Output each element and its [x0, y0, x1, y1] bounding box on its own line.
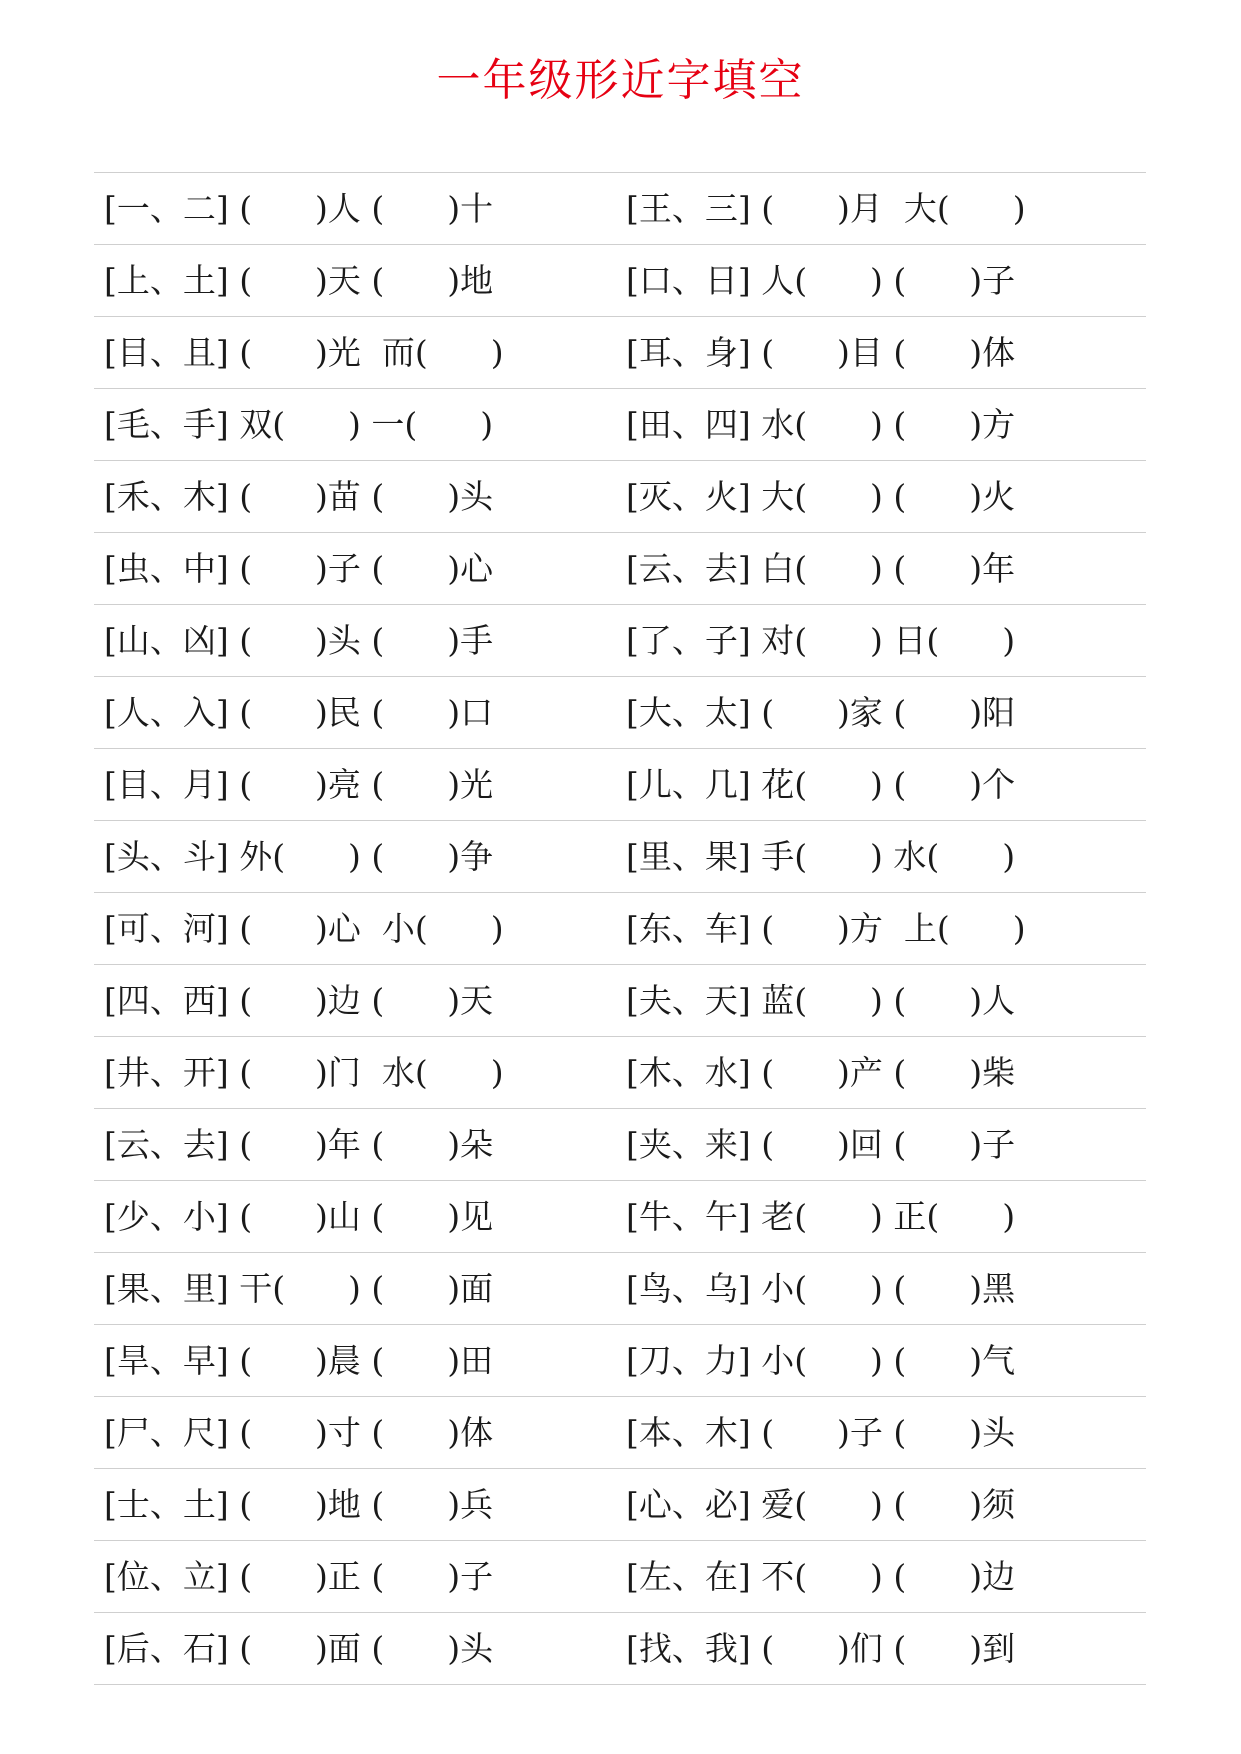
exercise-right: [东、车] ( )方 上( ) — [626, 909, 1026, 948]
exercise-left: [少、小] ( )山 ( )见 — [104, 1197, 494, 1236]
exercise-right: [口、日] 人( ) ( )子 — [626, 261, 1016, 300]
exercise-row — [94, 389, 1146, 461]
exercise-left: [毛、手] 双( ) 一( ) — [104, 405, 494, 444]
exercise-right: [夫、天] 蓝( ) ( )人 — [626, 981, 1016, 1020]
exercise-right: [大、太] ( )家 ( )阳 — [626, 693, 1016, 732]
exercise-left: [四、西] ( )边 ( )天 — [104, 981, 494, 1020]
exercise-left: [士、土] ( )地 ( )兵 — [104, 1485, 494, 1524]
exercise-row — [94, 245, 1146, 317]
exercise-right: [鸟、乌] 小( ) ( )黑 — [626, 1269, 1016, 1308]
exercise-row — [94, 533, 1146, 605]
exercise-left: [目、月] ( )亮 ( )光 — [104, 765, 494, 804]
exercise-right: [王、三] ( )月 大( ) — [626, 189, 1026, 228]
exercise-row — [94, 1469, 1146, 1541]
exercise-left: [可、河] ( )心 小( ) — [104, 909, 504, 948]
exercise-left: [位、立] ( )正 ( )子 — [104, 1557, 494, 1596]
exercise-left: [尸、尺] ( )寸 ( )体 — [104, 1413, 494, 1452]
exercise-right: [心、必] 爱( ) ( )须 — [626, 1485, 1016, 1524]
exercise-row — [94, 461, 1146, 533]
exercise-right: [左、在] 不( ) ( )边 — [626, 1557, 1016, 1596]
exercise-left: [虫、中] ( )子 ( )心 — [104, 549, 494, 588]
exercise-left: [人、入] ( )民 ( )口 — [104, 693, 494, 732]
exercise-right: [云、去] 白( ) ( )年 — [626, 549, 1016, 588]
exercise-row — [94, 1109, 1146, 1181]
exercise-right: [田、四] 水( ) ( )方 — [626, 405, 1016, 444]
exercise-right: [牛、午] 老( ) 正( ) — [626, 1197, 1016, 1236]
exercise-left: [果、里] 干( ) ( )面 — [104, 1269, 494, 1308]
page-title: 一年级形近字填空 — [436, 55, 805, 106]
exercise-right: [灭、火] 大( ) ( )火 — [626, 477, 1016, 516]
exercise-right: [本、木] ( )子 ( )头 — [626, 1413, 1016, 1452]
exercise-row — [94, 1397, 1146, 1469]
exercise-row — [94, 677, 1146, 749]
exercise-left: [山、凶] ( )头 ( )手 — [104, 621, 494, 660]
exercise-left: [上、土] ( )天 ( )地 — [104, 261, 494, 300]
exercise-row — [94, 1541, 1146, 1613]
exercise-left: [旱、早] ( )晨 ( )田 — [104, 1341, 494, 1380]
exercise-row — [94, 1325, 1146, 1397]
exercise-row — [94, 173, 1146, 245]
exercise-row — [94, 821, 1146, 893]
exercise-row — [94, 1613, 1146, 1685]
exercise-right: [刀、力] 小( ) ( )气 — [626, 1341, 1016, 1380]
exercise-row — [94, 1253, 1146, 1325]
exercise-row — [94, 1181, 1146, 1253]
exercise-right: [木、水] ( )产 ( )柴 — [626, 1053, 1016, 1092]
exercise-left: [云、去] ( )年 ( )朵 — [104, 1125, 494, 1164]
exercise-left: [头、斗] 外( ) ( )争 — [104, 837, 494, 876]
exercise-row — [94, 605, 1146, 677]
exercise-right: [里、果] 手( ) 水( ) — [626, 837, 1016, 876]
exercise-row — [94, 317, 1146, 389]
exercise-right: [夹、来] ( )回 ( )子 — [626, 1125, 1016, 1164]
exercise-row — [94, 893, 1146, 965]
exercise-row — [94, 749, 1146, 821]
exercise-left: [井、开] ( )门 水( ) — [104, 1053, 504, 1092]
exercise-row — [94, 1037, 1146, 1109]
exercise-right: [儿、几] 花( ) ( )个 — [626, 765, 1016, 804]
exercise-left: [禾、木] ( )苗 ( )头 — [104, 477, 494, 516]
exercise-left: [一、二] ( )人 ( )十 — [104, 189, 494, 228]
exercise-table — [94, 172, 1146, 1685]
exercise-right: [找、我] ( )们 ( )到 — [626, 1629, 1016, 1668]
exercise-left: [后、石] ( )面 ( )头 — [104, 1629, 494, 1668]
exercise-left: [目、且] ( )光 而( ) — [104, 333, 504, 372]
exercise-right: [耳、身] ( )目 ( )体 — [626, 333, 1016, 372]
exercise-row — [94, 965, 1146, 1037]
exercise-right: [了、子] 对( ) 日( ) — [626, 621, 1016, 660]
